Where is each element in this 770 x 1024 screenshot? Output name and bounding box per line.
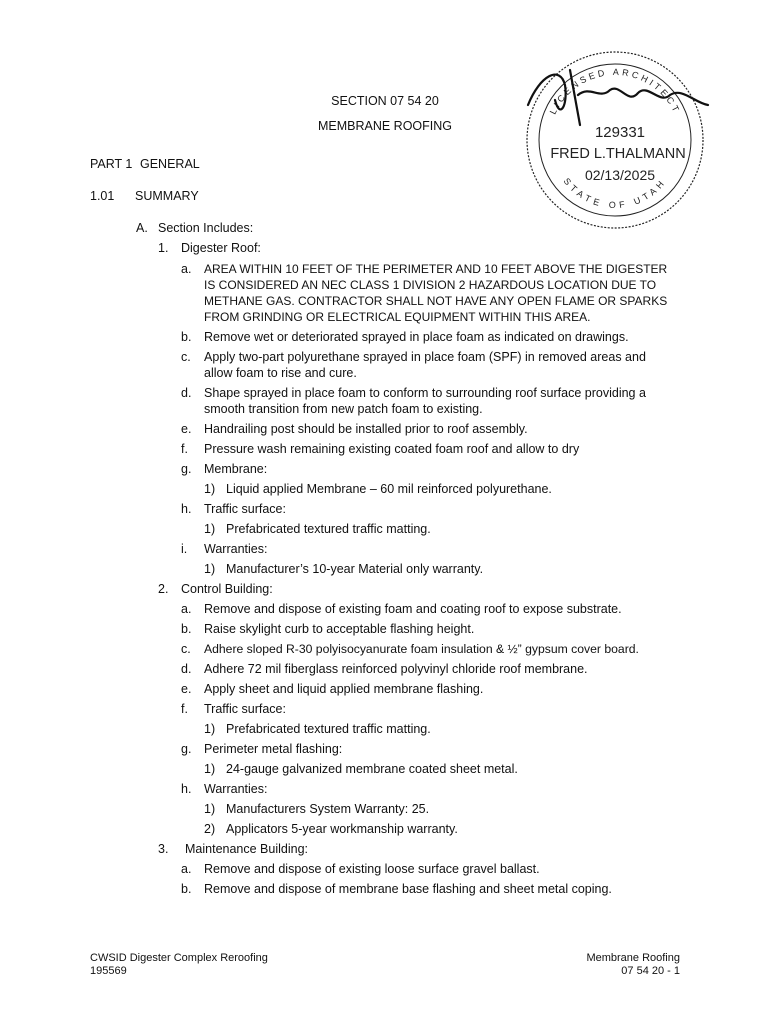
subitem-text: Handrailing post should be installed prior to roof assembly.: [204, 422, 528, 436]
subitem-text: Traffic surface:: [204, 502, 286, 516]
subsubitem-marker: 1): [204, 562, 216, 576]
subsubitem-marker: 2): [204, 822, 216, 836]
subitem-text: Traffic surface:: [204, 702, 286, 716]
subitem-marker: f.: [181, 702, 188, 716]
subsubitem-marker: 1): [204, 522, 216, 536]
subitem-marker: c.: [181, 642, 191, 656]
section-title: MEMBRANE ROOFING: [317, 119, 453, 133]
architect-seal: [520, 45, 710, 235]
seal-graphic: [520, 45, 710, 235]
subitem-marker: a.: [181, 262, 192, 276]
subitem-marker: h.: [181, 502, 192, 516]
part-title: GENERAL: [140, 157, 200, 171]
article-number: 1.01: [90, 189, 115, 203]
footer-section-name: Membrane Roofing: [586, 952, 680, 964]
subsubitem-text: Liquid applied Membrane – 60 mil reinforced polyurethane.: [226, 482, 552, 496]
item-marker: 3.: [158, 842, 169, 856]
subsubitem-marker: 1): [204, 482, 216, 496]
subitem-marker: h.: [181, 782, 192, 796]
subitem-text: Membrane:: [204, 462, 268, 476]
subitem-marker: i.: [181, 542, 188, 556]
subitem-marker: b.: [181, 882, 192, 896]
subitem-text: Apply sheet and liquid applied membrane flashing.: [204, 682, 484, 696]
item-text: Maintenance Building:: [185, 842, 308, 856]
subitem-marker: a.: [181, 862, 192, 876]
subitem-marker: b.: [181, 330, 192, 344]
subitem-text: Warranties:: [204, 542, 268, 556]
subitem-text: Perimeter metal flashing:: [204, 742, 343, 756]
part-label: PART 1: [90, 157, 133, 171]
subitem-marker: d.: [181, 662, 192, 676]
subitem-marker: g.: [181, 462, 192, 476]
article-title: SUMMARY: [135, 189, 199, 203]
section-number: SECTION 07 54 20: [331, 94, 439, 108]
subitem-text: Pressure wash remaining existing coated foam roof and allow to dry: [204, 442, 580, 456]
subsubitem-text: Prefabricated textured traffic matting.: [226, 722, 431, 736]
footer-project: CWSID Digester Complex Reroofing: [90, 952, 268, 964]
footer-project-number: 195569: [90, 965, 127, 977]
subitem-marker: b.: [181, 622, 192, 636]
subitem-marker: a.: [181, 602, 192, 616]
subsubitem-text: Manufacturer’s 10-year Material only warranty.: [226, 562, 484, 576]
subitem-text: Shape sprayed in place foam to conform to surrounding roof surface providing a: [204, 386, 646, 400]
subitem-marker: e.: [181, 682, 192, 696]
subsubitem-marker: 1): [204, 802, 216, 816]
hazard-line: IS CONSIDERED AN NEC CLASS 1 DIVISION 2 HAZARDOUS LOCATION DUE TO: [204, 278, 657, 292]
subitem-text: Warranties:: [204, 782, 268, 796]
subitem-text: Adhere 72 mil fiberglass reinforced polyvinyl chloride roof membrane.: [204, 662, 588, 676]
svg-text:LICENSED ARCHITECT: LICENSED ARCHITECT: [547, 66, 683, 116]
subitem-marker: e.: [181, 422, 192, 436]
subsubitem-text: Applicators 5-year workmanship warranty.: [226, 822, 458, 836]
svg-text:02/13/2025: 02/13/2025: [584, 167, 656, 183]
hazard-line: FROM GRINDING OR ELECTRICAL EQUIPMENT WITHIN THIS AREA.: [204, 310, 591, 324]
svg-text:FRED L.THALMANN: FRED L.THALMANN: [550, 146, 686, 162]
subitem-text: Remove wet or deteriorated sprayed in place foam as indicated on drawings.: [204, 330, 629, 344]
subsubitem-marker: 1): [204, 762, 216, 776]
subitem-text: smooth transition from new patch foam to existing.: [204, 402, 483, 416]
subitem-text: Apply two-part polyurethane sprayed in place foam (SPF) in removed areas and: [204, 350, 646, 364]
hazard-line: AREA WITHIN 10 FEET OF THE PERIMETER AND 10 FEET ABOVE THE DIGESTER: [204, 262, 668, 276]
paragraph-marker: A.: [136, 221, 148, 235]
subsubitem-text: 24-gauge galvanized membrane coated sheet metal.: [226, 762, 518, 776]
subsubitem-text: Prefabricated textured traffic matting.: [226, 522, 431, 536]
paragraph-text: Section Includes:: [158, 221, 254, 235]
subitem-text: Remove and dispose of existing loose surface gravel ballast.: [204, 862, 540, 876]
subitem-marker: c.: [181, 350, 191, 364]
item-marker: 1.: [158, 241, 169, 255]
item-text: Digester Roof:: [181, 241, 261, 255]
subitem-text: Remove and dispose of membrane base flashing and sheet metal coping.: [204, 882, 612, 896]
subitem-text: Remove and dispose of existing foam and coating roof to expose substrate.: [204, 602, 622, 616]
item-marker: 2.: [158, 582, 169, 596]
subitem-text: allow foam to rise and cure.: [204, 366, 357, 380]
subitem-text: Adhere sloped R-30 polyisocyanurate foam insulation & ½” gypsum cover board.: [204, 642, 639, 656]
footer-page-number: 07 54 20 - 1: [621, 965, 680, 977]
subitem-text: Raise skylight curb to acceptable flashing height.: [204, 622, 475, 636]
subsubitem-marker: 1): [204, 722, 216, 736]
svg-text:STATE OF UTAH: STATE OF UTAH: [561, 176, 669, 211]
subitem-marker: f.: [181, 442, 188, 456]
subsubitem-text: Manufacturers System Warranty: 25.: [226, 802, 430, 816]
svg-text:129331: 129331: [594, 124, 646, 141]
subitem-marker: d.: [181, 386, 192, 400]
subitem-marker: g.: [181, 742, 192, 756]
hazard-line: METHANE GAS. CONTRACTOR SHALL NOT HAVE ANY OPEN FLAME OR SPARKS: [204, 294, 668, 308]
item-text: Control Building:: [181, 582, 273, 596]
